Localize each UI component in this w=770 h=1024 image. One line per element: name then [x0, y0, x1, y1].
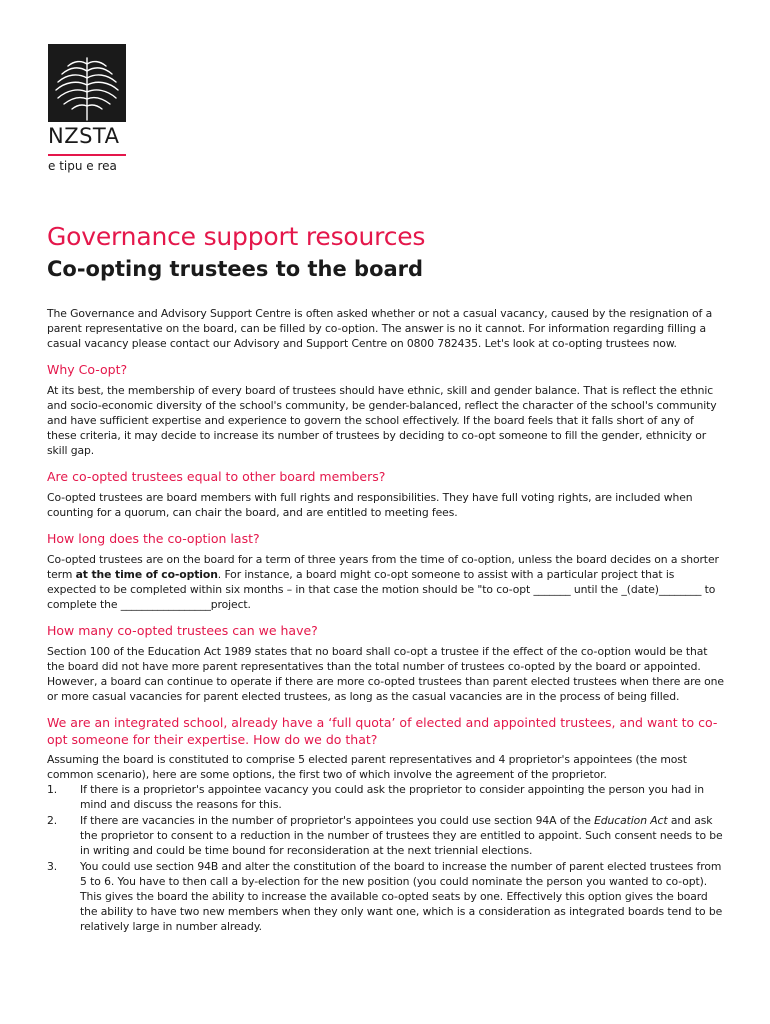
list-item-text [80, 782, 725, 812]
list-item-text-b: and ask the proprietor to consent to a reduction in the number of trustees they are entitled to appoint. Such consent needs to be in writing and could be time bound for reconsideration at the next triennial elections. [80, 814, 723, 857]
logo-divider [48, 154, 126, 156]
options-list [47, 782, 725, 934]
length-text-b: . For instance, a board might co-opt someone to assist with a particular project that is expected to be completed within six months – in that case the motion should be "to co-opt _______ until the _(date)________ to complete the _________________project. [47, 568, 716, 611]
intro-paragraph: The Governance and Advisory Support Centre is often asked whether or not a casual vacancy, caused by the resignation of a parent representative on the board, can be filled by co-option. The answer is no it cannot. For information regarding filling a casual vacancy please contact our Advisory and Support Centre on 0800 782435. Let's look at co-opting trustees now. [47, 307, 713, 350]
list-item-text [80, 813, 725, 858]
section-heading-integrated: We are an integrated school, already have a ‘full quota’ of elected and appointed trustees, and want to co-opt someone for their expertise. How do we do that? [47, 715, 718, 747]
section-heading-howmany: How many co-opted trustees can we have? [47, 623, 318, 638]
list-item-text-a: If there is a proprietor's appointee vacancy you could ask the proprietor to consider appointing the person you had in mind and discuss the reasons for this. [80, 783, 705, 811]
document-body [47, 220, 725, 935]
list-item [47, 782, 725, 812]
list-item [47, 813, 725, 858]
list-item-text [80, 859, 725, 934]
list-item-text-a: You could use section 94B and alter the constitution of the board to increase the number of parent elected trustees from 5 to 6. You have to then call a by-election for the new position (you could nominate the person you wanted to co-opt). This gives the board the ability to increase the available co-opted seats by one. Effectively this option gives the board the ability to have two new members when they only want one, which is a consideration as integrated boards tend to be relatively large in number already. [80, 860, 723, 933]
length-text-a: Co-opted trustees are on the board for a term of three years from the time of co-option, unless the board decides on a shorter term [47, 553, 719, 581]
section-body-why: At its best, the membership of every board of trustees should have ethnic, skill and gender balance. That is reflect the ethnic and socio-economic diversity of the school's community, be gender-balanced, reflect the character of the school's community and have sufficient expertise and experience to govern the school effectively. If the board feels that it falls short of any of these criteria, it may decide to increase its number of trustees by deciding to co-opt someone to fill the gender, ethnicity or skill gap. [47, 384, 717, 457]
section-heading-equal: Are co-opted trustees equal to other board members? [47, 469, 386, 484]
logo-brand-text: NZSTA [48, 124, 120, 148]
list-item-text-a: If there are vacancies in the number of proprietor's appointees you could use section 94A of the [80, 814, 595, 827]
page-subtitle: Co-opting trustees to the board [47, 257, 424, 281]
page-title: Governance support resources [47, 222, 426, 251]
fern-frond-logo-icon [48, 44, 126, 122]
section-heading-why: Why Co-opt? [47, 362, 128, 377]
section-heading-length: How long does the co-option last? [47, 531, 260, 546]
list-item [47, 859, 725, 934]
length-text-bold: at the time of co-option [75, 568, 218, 581]
section-body-integrated: Assuming the board is constituted to comprise 5 elected parent representatives and 4 proprietor's appointees (the most common scenario), here are some options, the first two of which involve the agreement of the proprietor. [47, 753, 687, 781]
list-item-text-italic: Education Act [594, 814, 668, 827]
logo-tagline: e tipu e rea [48, 159, 117, 173]
list-item-number: 3. [47, 860, 58, 873]
section-body-equal: Co-opted trustees are board members with full rights and responsibilities. They have full voting rights, are included when counting for a quorum, can chair the board, and are entitled to meeting fees. [47, 491, 693, 519]
nzsta-logo [48, 44, 128, 174]
section-body-length [47, 552, 725, 612]
section-body-howmany: Section 100 of the Education Act 1989 states that no board shall co-opt a trustee if the effect of the co-option would be that the board did not have more parent representatives than the total number of trustees co-opted by the board or appointed. However, a board can continue to operate if there are more co-opted trustees than parent elected trustees when there are one or more casual vacancies for parent elected trustees, as long as the casual vacancies are in the process of being filled. [47, 645, 724, 703]
list-item-number: 2. [47, 814, 58, 827]
list-item-number: 1. [47, 783, 58, 796]
